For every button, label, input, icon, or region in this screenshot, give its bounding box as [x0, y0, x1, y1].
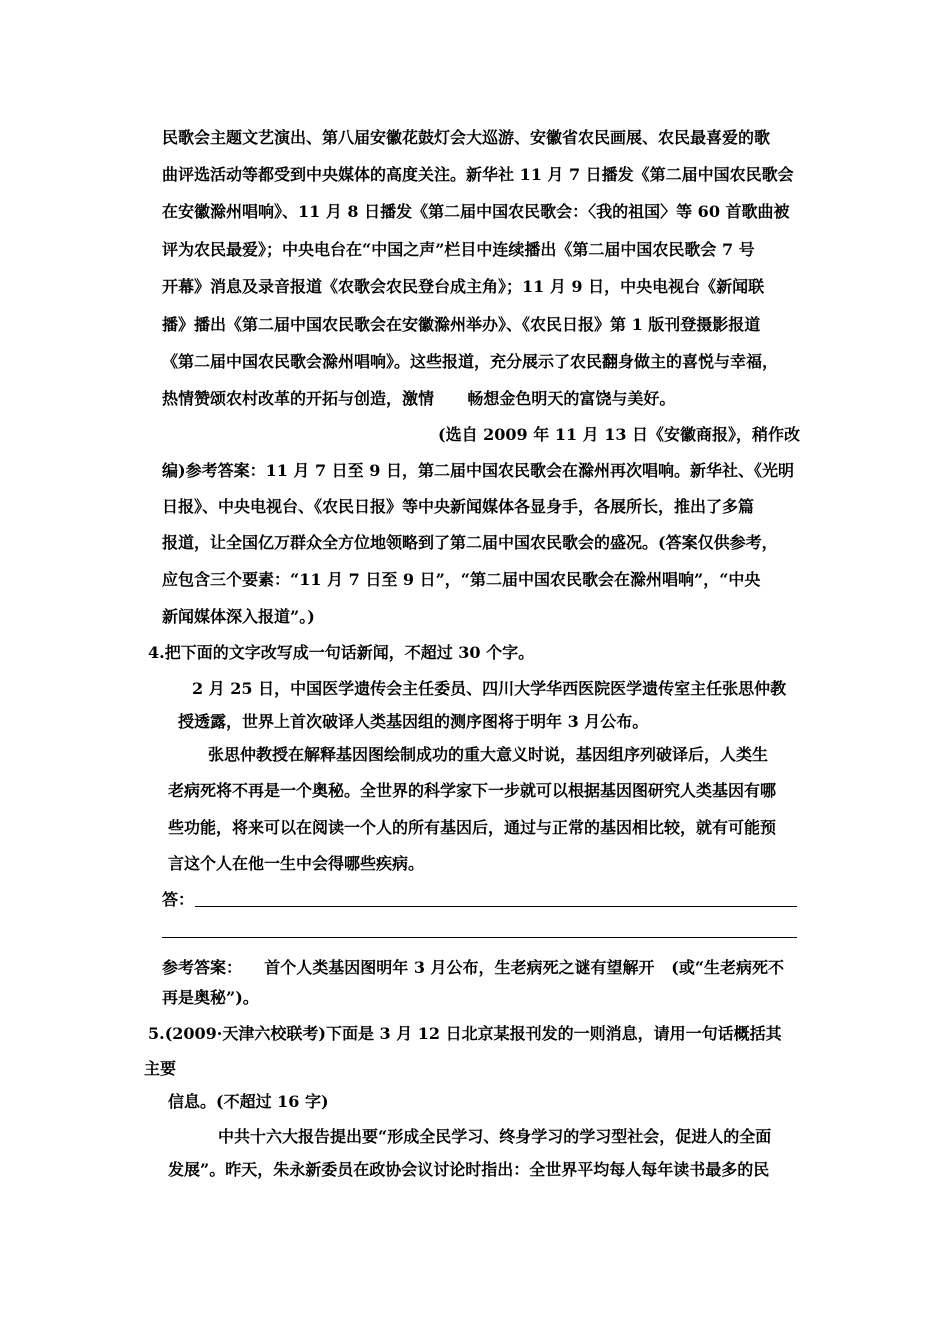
source-citation: (选自 2009 年 11 月 13 日《安徽商报》，稍作改	[438, 425, 801, 444]
passage3-line-7: 《第二届中国农民歌会滁州唱响》。这些报道，充分展示了农民翻身做主的喜悦与幸福，	[162, 352, 779, 371]
question-5-prompt-line-1: 5.(2009·天津六校联考)下面是 3 月 12 日北京某报刊发的一则消息，请用一句话概括其	[148, 1024, 782, 1043]
q4-para1-line-1: 2 月 25 日，中国医学遗传会主任委员、四川大学华西医院医学遗传室主任张思仲教	[192, 679, 787, 698]
answer3-line-5: 新闻媒体深入报道”。)	[162, 607, 315, 626]
passage3-line-1: 民歌会主题文艺演出、第八届安徽花鼓灯会大巡游、安徽省农民画展、农民最喜爱的歌	[162, 128, 771, 147]
answer3-line-4: 应包含三个要素：“11 月 7 日至 9 日”，“第二届中国农民歌会在滁州唱响”，“中央	[162, 570, 761, 589]
q4-para2-line-4: 言这个人在他一生中会得哪些疾病。	[168, 854, 425, 873]
q5-para-line-2: 发展”。昨天，朱永新委员在政协会议讨论时指出：全世界平均每人每年读书最多的民	[168, 1160, 770, 1179]
q4-para2-line-1: 张思仲教授在解释基因图绘制成功的重大意义时说，基因组序列破译后，人类生	[208, 745, 769, 764]
answer-label: 答：	[162, 890, 195, 909]
question-4-prompt: 4.把下面的文字改写成一句话新闻，不超过 30 个字。	[148, 643, 535, 662]
passage3-line-3: 在安徽滁州唱响》、11 月 8 日播发《第二届中国农民歌会：〈我的祖国〉等 60 首歌曲被	[162, 202, 790, 221]
q5-para-line-1: 中共十六大报告提出要“形成全民学习、终身学习的学习型社会，促进人的全面	[218, 1127, 772, 1146]
passage3-line-8: 热情赞颂农村改革的开拓与创造，激情 畅想金色明天的富饶与美好。	[162, 389, 676, 408]
q4-ref-answer-line-1: 参考答案： 首个人类基因图明年 3 月公布，生老病死之谜有望解开 (或“生老病死不	[162, 958, 785, 977]
question-5-prompt-line-2: 主要	[144, 1059, 177, 1078]
answer3-line-1: 编)参考答案：11 月 7 日至 9 日，第二届中国农民歌会在滁州再次唱响。新华社、《光明	[162, 461, 794, 480]
passage3-line-6: 播》播出《第二届中国农民歌会在安徽滁州举办》、《农民日报》第 1 版刊登摄影报道	[162, 315, 761, 334]
answer-blank-line-2[interactable]	[162, 937, 797, 938]
passage3-line-2: 曲评选活动等都受到中央媒体的高度关注。新华社 11 月 7 日播发《第二届中国农民歌会	[162, 165, 794, 184]
q4-para2-line-2: 老病死将不再是一个奥秘。全世界的科学家下一步就可以根据基因图研究人类基因有哪	[168, 781, 777, 800]
question-5-prompt-line-3: 信息。(不超过 16 字)	[168, 1092, 329, 1111]
passage3-line-4: 评为农民最爱》；中央电台在“中国之声”栏目中连续播出《第二届中国农民歌会 7 号	[162, 240, 755, 259]
q4-para2-line-3: 些功能，将来可以在阅读一个人的所有基因后，通过与正常的基因相比较，就有可能预	[168, 818, 777, 837]
answer3-line-2: 日报》、中央电视台、《农民日报》等中央新闻媒体各显身手，各展所长，推出了多篇	[162, 497, 755, 516]
q4-para1-line-2: 授透露，世界上首次破译人类基因组的测序图将于明年 3 月公布。	[178, 712, 649, 731]
q4-ref-answer-line-2: 再是奥秘”)。	[162, 988, 259, 1007]
passage3-line-5: 开幕》消息及录音报道《农歌会农民登台成主角》；11 月 9 日，中央电视台《新闻联	[162, 277, 765, 296]
answer-blank-line-1[interactable]	[195, 906, 797, 907]
answer3-line-3: 报道，让全国亿万群众全方位地领略到了第二届中国农民歌会的盛况。(答案仅供参考，	[162, 533, 778, 552]
